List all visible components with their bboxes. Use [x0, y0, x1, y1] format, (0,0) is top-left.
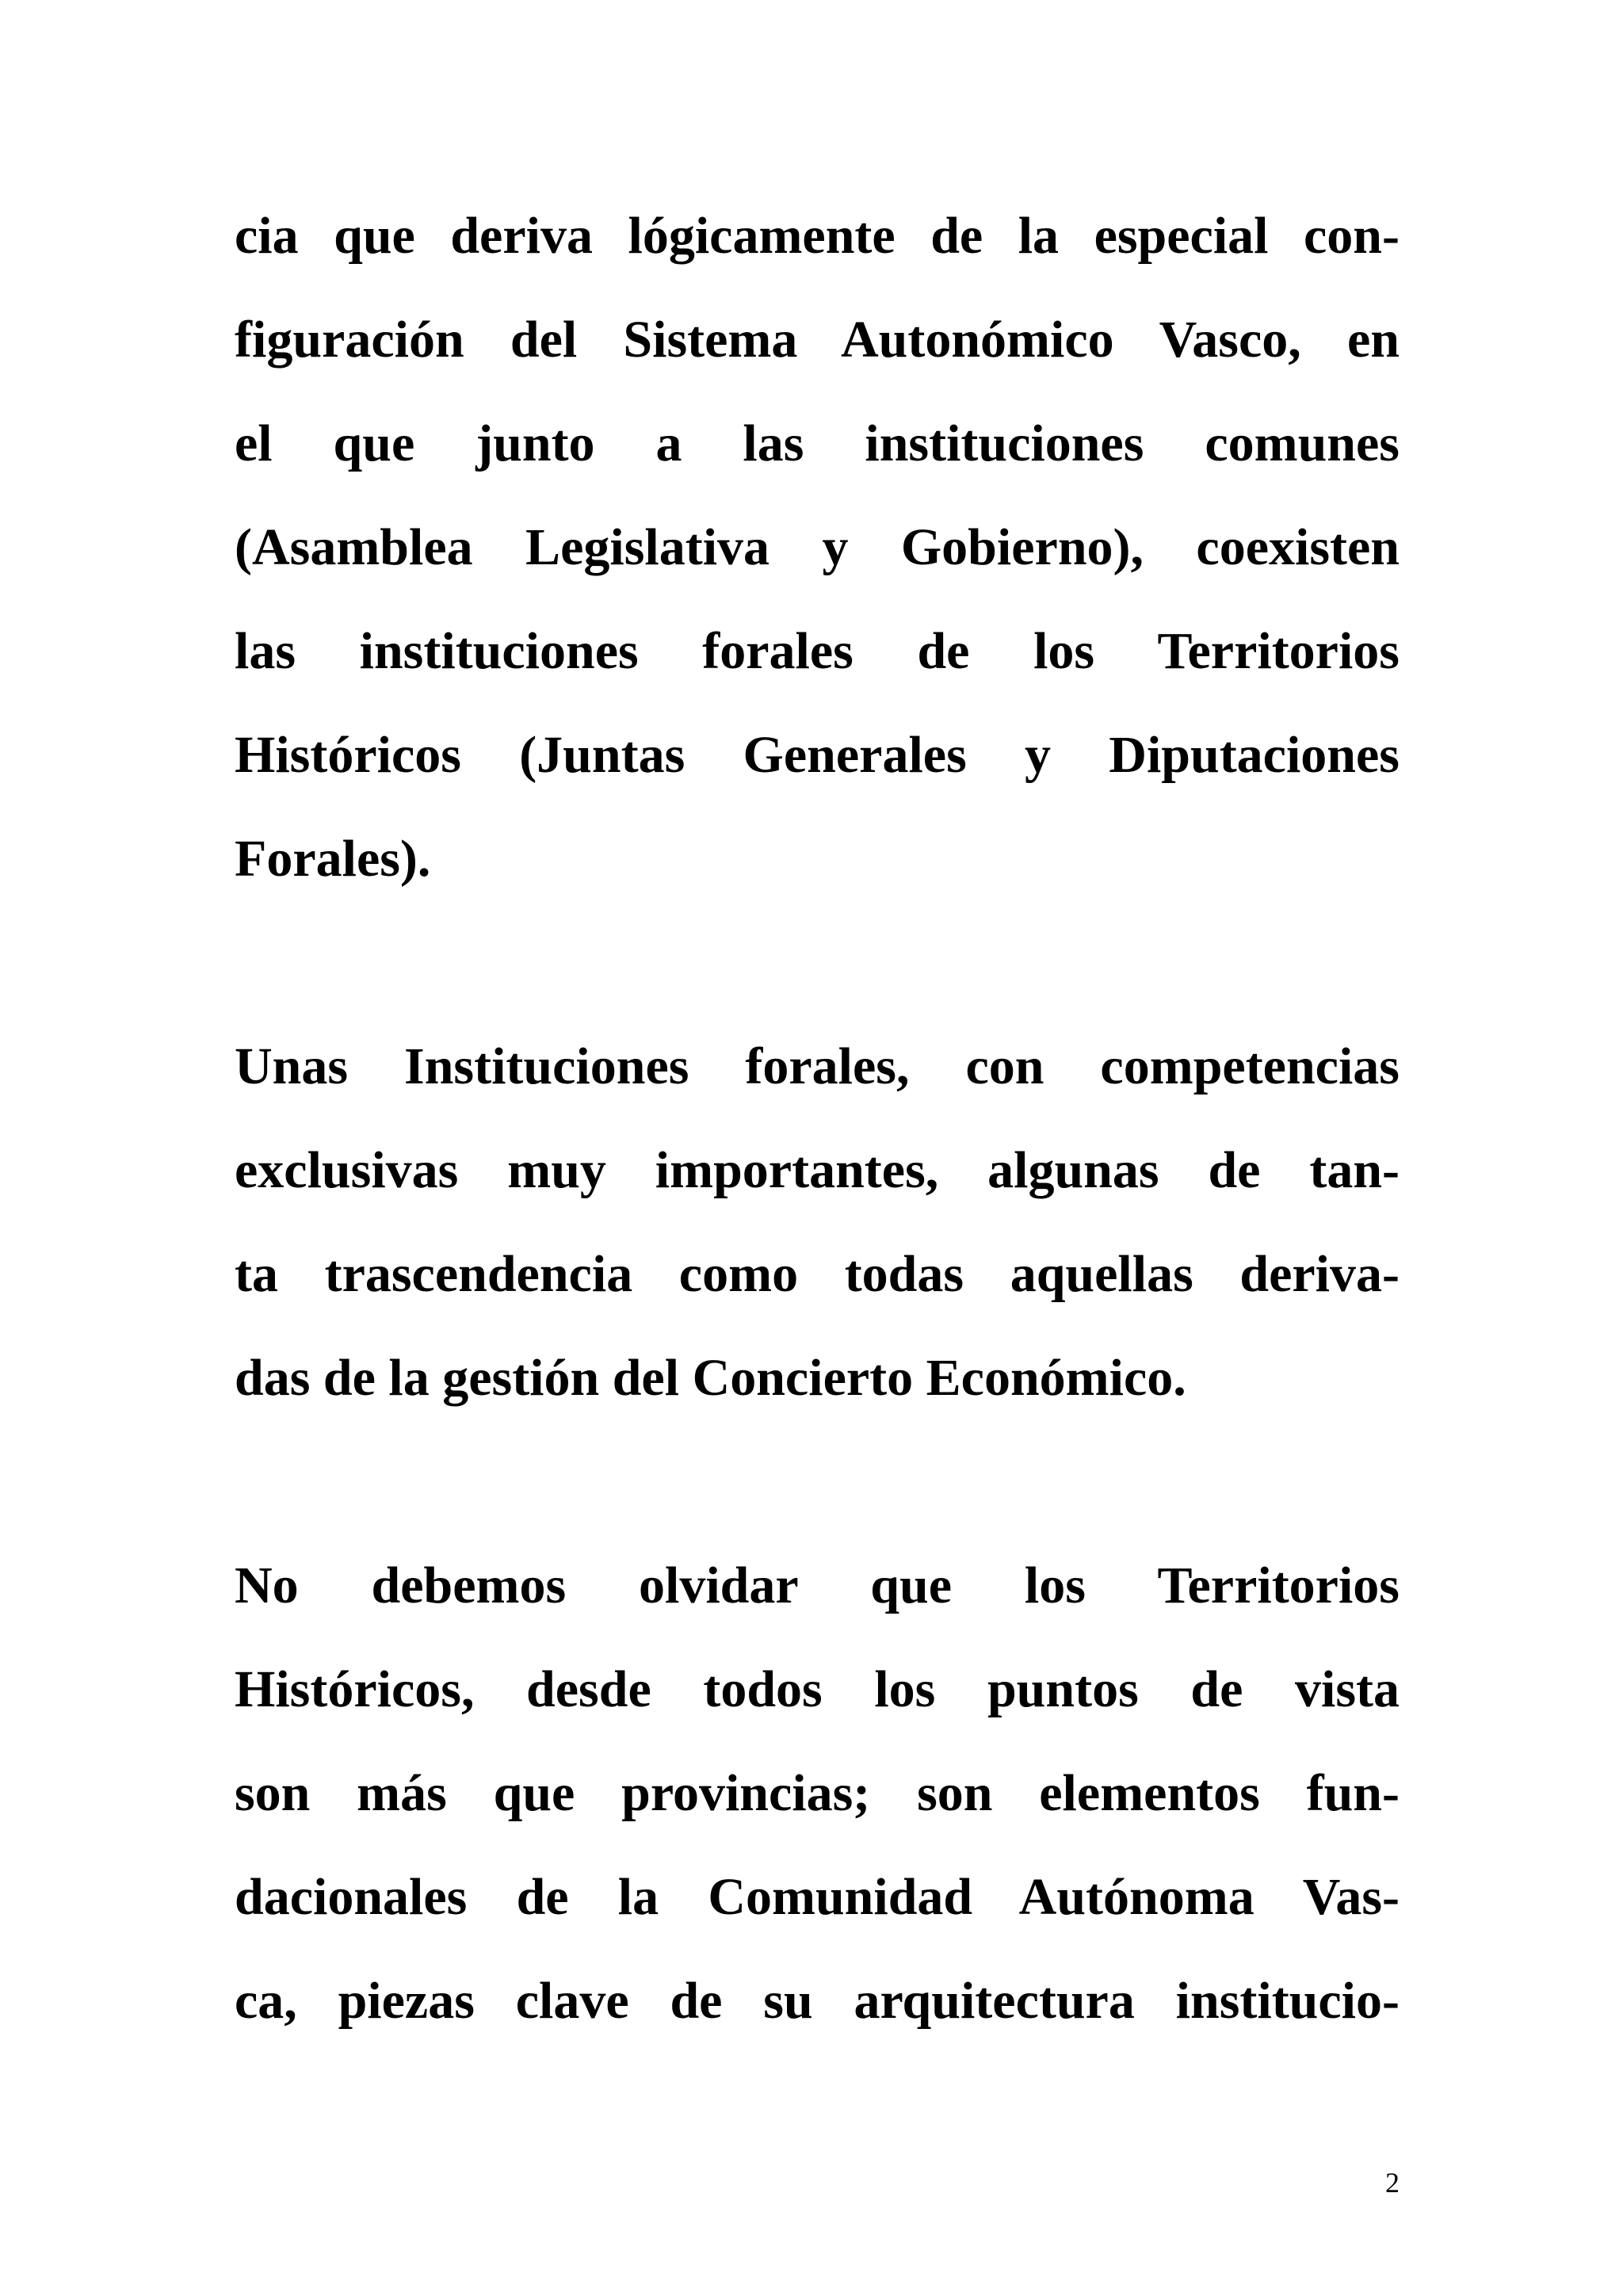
paragraph-1-line-3: el que junto a las instituciones comunes — [235, 415, 1400, 472]
page-number: 2 — [1385, 2167, 1400, 2199]
paragraph-2-line-3: ta trascendencia como todas aquellas deriva- — [235, 1245, 1400, 1303]
paragraph-1-line-2: figuración del Sistema Autonómico Vasco, en — [235, 311, 1400, 369]
paragraph-3-line-4: dacionales de la Comunidad Autónoma Vas- — [235, 1868, 1400, 1926]
paragraph-1-line-7: Forales). — [235, 830, 431, 888]
paragraph-3-line-2: Históricos, desde todos los puntos de vista — [235, 1660, 1400, 1718]
paragraph-1-line-5: las instituciones forales de los Territorios — [235, 622, 1400, 680]
paragraph-1-line-1: cia que deriva lógicamente de la especial con- — [235, 207, 1400, 265]
paragraph-1-line-6: Históricos (Juntas Generales y Diputaciones — [235, 726, 1400, 784]
paragraph-2-line-2: exclusivas muy importantes, algunas de tan- — [235, 1141, 1400, 1199]
paragraph-2-line-1: Unas Instituciones forales, con competencias — [235, 1037, 1400, 1095]
paragraph-3-line-1: No debemos olvidar que los Territorios — [235, 1557, 1400, 1614]
paragraph-3-line-3: son más que provincias; son elementos fun- — [235, 1764, 1400, 1822]
paragraph-1-line-4: (Asamblea Legislativa y Gobierno), coexisten — [235, 518, 1400, 576]
paragraph-2-line-4: das de la gestión del Concierto Económico. — [235, 1349, 1186, 1407]
paragraph-3-line-5: ca, piezas clave de su arquitectura institucio- — [235, 1972, 1400, 2030]
